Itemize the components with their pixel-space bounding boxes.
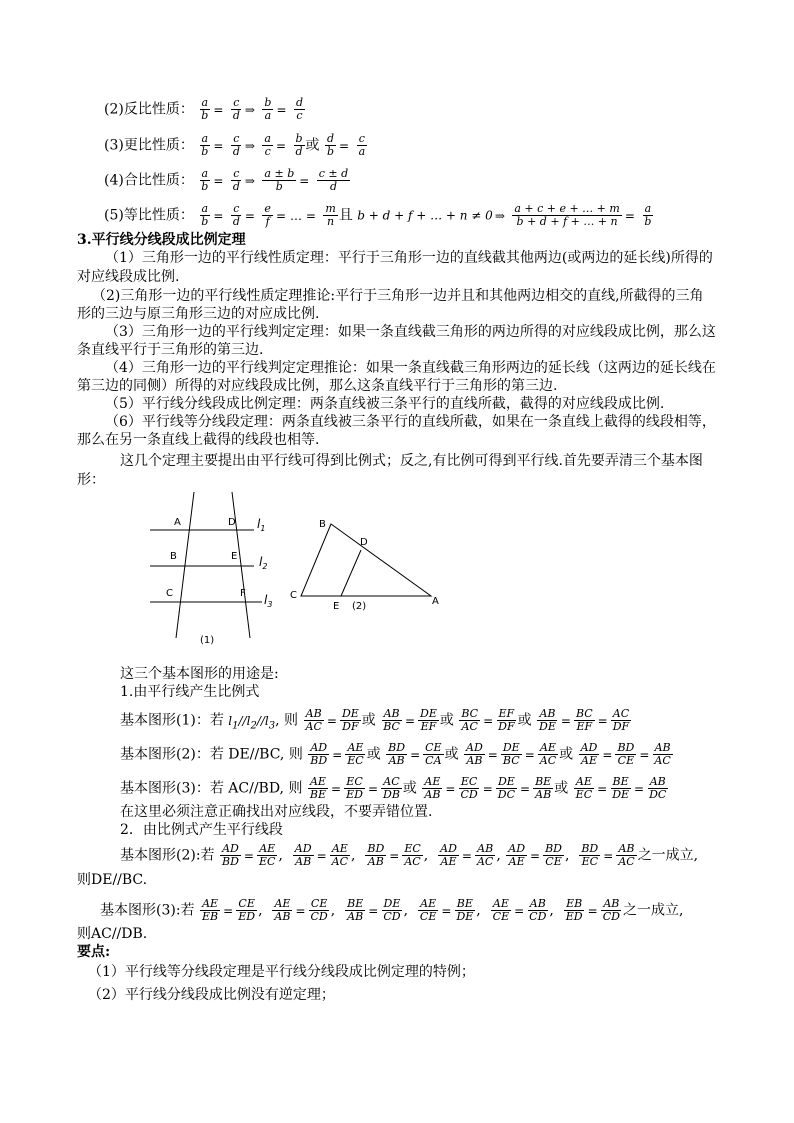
fraction: $\frac{a}{b}$ — [201, 132, 209, 158]
point-a-label: A — [432, 596, 439, 607]
fraction: $\frac{c}{d}$ — [232, 202, 240, 228]
point-a-label: A — [174, 517, 181, 528]
fraction: $\frac{c}{d}$ — [232, 167, 240, 193]
inverse-property: (2)反比性质： $\frac{a}{b}$ = $\frac{c}{d}$ ⇒ $\frac{b}{a}$ = $\frac{d}{c}$ — [104, 96, 304, 122]
fraction: $\frac{a \pm b}{b}$ — [264, 167, 295, 193]
theorem-3-line-1: （3）三角形一边的平行线判定定理：如果一条直线截三角形的两边所得的对应线段成比例，那么这 — [105, 324, 716, 340]
fraction: $\frac{c}{d}$ — [232, 132, 240, 158]
converse-figure-2-ratios: 基本图形(2):若 $\frac{AD}{BD}$ = $\frac{AE}{EC}$ , $\frac{AD}{AB}$ = $\frac{AE}{AC}$ , $\frac{BD}{AB}$ = $\frac{EC}{AC}$ , $\frac{AD}{AE}$ = $\frac{AB}{AC}$ , $\frac{AD}{AE}$ = $\frac{BD}{CE}$ , $\frac{BD}{EC}$ = $\frac{AB}{AC}$ 之一成立, — [120, 842, 699, 868]
fraction: $\frac{a + c + e + \dots + m}{b + d + f + \dots + n}$ — [514, 202, 620, 228]
point-e-label: E — [231, 551, 238, 562]
point-b-label: B — [319, 519, 326, 530]
uses-title: 这三个基本图形的用途是: — [120, 666, 279, 682]
figure-1 — [150, 488, 290, 648]
compound-property: (4)合比性质： $\frac{a}{b}$ = $\frac{c}{d}$ ⇒ $\frac{a \pm b}{b}$ = $\frac{c \pm d}{d}$ — [104, 167, 349, 193]
point-d-label: D — [360, 537, 368, 548]
fraction: $\frac{a}{b}$ — [201, 202, 209, 228]
theorem-6-line-2: 那么在另一条直线上截得的线段也相等. — [77, 432, 320, 448]
basic-figure-3-ratios: 基本图形(3)：若 AC//BD, 则 $\frac{AE}{BE}$ = $\frac{EC}{ED}$ = $\frac{AC}{DB}$ 或 $\frac{AE}{AB}$ = $\frac{EC}{CD}$ = $\frac{DE}{DC}$ = $\frac{BE}{AB}$ 或 $\frac{AE}{EC}$ = $\frac{BE}{DE}$ = $\frac{AB}{DC}$ — [120, 775, 667, 801]
theorem-2-line-2: 形的三边与原三角形三边的对应成比例. — [77, 306, 320, 322]
converse-figure-3-ratios: 基本图形(3):若 $\frac{AE}{EB}$ = $\frac{CE}{ED}$ , $\frac{AE}{AB}$ = $\frac{CE}{CD}$ , $\frac{BE}{AB}$ = $\frac{DE}{CD}$ , $\frac{AE}{CE}$ = $\frac{BE}{DE}$ , $\frac{AE}{CE}$ = $\frac{AB}{CD}$ , $\frac{EB}{ED}$ = $\frac{AB}{CD}$ 之一成立, — [100, 897, 684, 923]
fraction: $\frac{c}{d}$ — [232, 96, 240, 122]
converse-figure-2-conclusion: 则DE//BC. — [77, 872, 148, 888]
point-c-label: C — [290, 590, 297, 601]
uses-subtitle-2: 2．由比例式产生平行线段 — [120, 822, 283, 838]
keypoint-1: （1）平行线等分线段定理是平行线分线段成比例定理的特例； — [88, 964, 475, 980]
fraction: $\frac{b}{a}$ — [264, 96, 272, 122]
alternate-property: (3)更比性质： $\frac{a}{b}$ = $\frac{c}{d}$ ⇒ $\frac{a}{c}$ = $\frac{b}{d}$ 或 $\frac{d}{b}$ = $\frac{c}{a}$ — [104, 132, 366, 158]
equal-ratio-property: (5)等比性质： $\frac{a}{b}$ = $\frac{c}{d}$ = $\frac{e}{f}$ = … = $\frac{m}{n}$ 且 b + d + f + … + n ≠ 0 ⇒ $\frac{a + c + e + \dots + m}{b + d + f + \dots + n}$ = $\frac{a}{b}$ — [104, 202, 652, 228]
theorem-1-line-2: 对应线段成比例. — [77, 269, 180, 285]
theorem-6-line-1: （6）平行线等分线段定理：两条直线被三条平行的直线所截，如果在一条直线上截得的线段相等， — [105, 414, 716, 430]
point-c-label: C — [166, 588, 173, 599]
keypoints-title: 要点: — [77, 944, 111, 960]
fraction: $\frac{a}{b}$ — [201, 96, 209, 122]
theorem-1-line-1: （1）三角形一边的平行线性质定理：平行于三角形一边的直线截其他两边(或两边的延长线)所得的 — [105, 250, 713, 266]
fraction: $\frac{d}{b}$ — [327, 132, 335, 158]
fraction: $\frac{a}{c}$ — [264, 132, 271, 158]
theorem-5-line-1: （5）平行线分线段成比例定理：两条直线被三条平行的直线所截，截得的对应线段成比例. — [105, 396, 665, 412]
figure-2-caption: (2) — [352, 601, 367, 612]
fraction: $\frac{d}{c}$ — [295, 96, 304, 122]
converse-figure-3-conclusion: 则AC//DB. — [77, 926, 148, 942]
fraction: $\frac{b}{d}$ — [295, 132, 303, 158]
fraction: $\frac{a}{b}$ — [644, 202, 652, 228]
fraction: $\frac{c}{a}$ — [358, 132, 366, 158]
fraction: $\frac{m}{n}$ — [325, 202, 336, 228]
point-e-label: E — [333, 601, 340, 612]
point-b-label: B — [170, 551, 177, 562]
keypoint-2: （2）平行线分线段成比例没有逆定理； — [88, 987, 335, 1003]
theorem-2-line-1: （2)三角形一边的平行线性质定理推论:平行于三角形一边并且和其他两边相交的直线,所截得的三角 — [92, 288, 704, 304]
fraction: $\frac{c \pm d}{d}$ — [318, 167, 349, 193]
point-f-label: F — [240, 588, 246, 599]
basic-figure-2-ratios: 基本图形(2)：若 DE//BC, 则 $\frac{AD}{BD}$ = $\frac{AE}{EC}$ 或 $\frac{BD}{AB}$ = $\frac{CE}{CA}$ 或 $\frac{AD}{AB}$ = $\frac{DE}{BC}$ = $\frac{AE}{AC}$ 或 $\frac{AD}{AE}$ = $\frac{BD}{CE}$ = $\frac{AB}{AC}$ — [120, 741, 671, 767]
theorem-4-line-2: 第三边的同侧）所得的对应线段成比例，那么这条直线平行于三角形的第三边. — [77, 378, 558, 394]
section-title: 3.平行线分线段成比例定理 — [77, 232, 246, 248]
line-l3-label: $l_3$ — [264, 593, 273, 609]
point-d-label: D — [228, 517, 236, 528]
figure-2 — [285, 512, 445, 616]
fraction: $\frac{a}{b}$ — [201, 167, 209, 193]
basic-figure-1-ratios: 基本图形(1)：若 $l_1//l_2//l_3$, 则 $\frac{AB}{AC}$ = $\frac{DE}{DF}$ 或 $\frac{AB}{BC}$ = $\frac{DE}{EF}$ 或 $\frac{BC}{AC}$ = $\frac{EF}{DF}$ 或 $\frac{AB}{DE}$ = $\frac{BC}{EF}$ = $\frac{AC}{DF}$ — [120, 707, 630, 733]
note-line: 在这里必须注意正确找出对应线段，不要弄错位置. — [120, 804, 433, 820]
fraction: $\frac{e}{f}$ — [264, 202, 271, 228]
figure-1-caption: (1) — [200, 635, 215, 646]
intro-line-1: 这几个定理主要提出由平行线可得到比例式；反之,有比例可得到平行线.首先要弄清三个基本图 — [120, 453, 703, 469]
line-l1-label: $l_1$ — [257, 517, 266, 533]
uses-subtitle-1: 1.由平行线产生比例式 — [120, 684, 260, 700]
theorem-3-line-2: 条直线平行于三角形的第三边. — [77, 342, 264, 358]
line-l2-label: $l_2$ — [259, 555, 268, 571]
theorem-4-line-1: （4）三角形一边的平行线判定定理推论：如果一条直线截三角形两边的延长线（这两边的延长线在 — [105, 360, 716, 376]
intro-line-2: 形： — [77, 472, 105, 488]
